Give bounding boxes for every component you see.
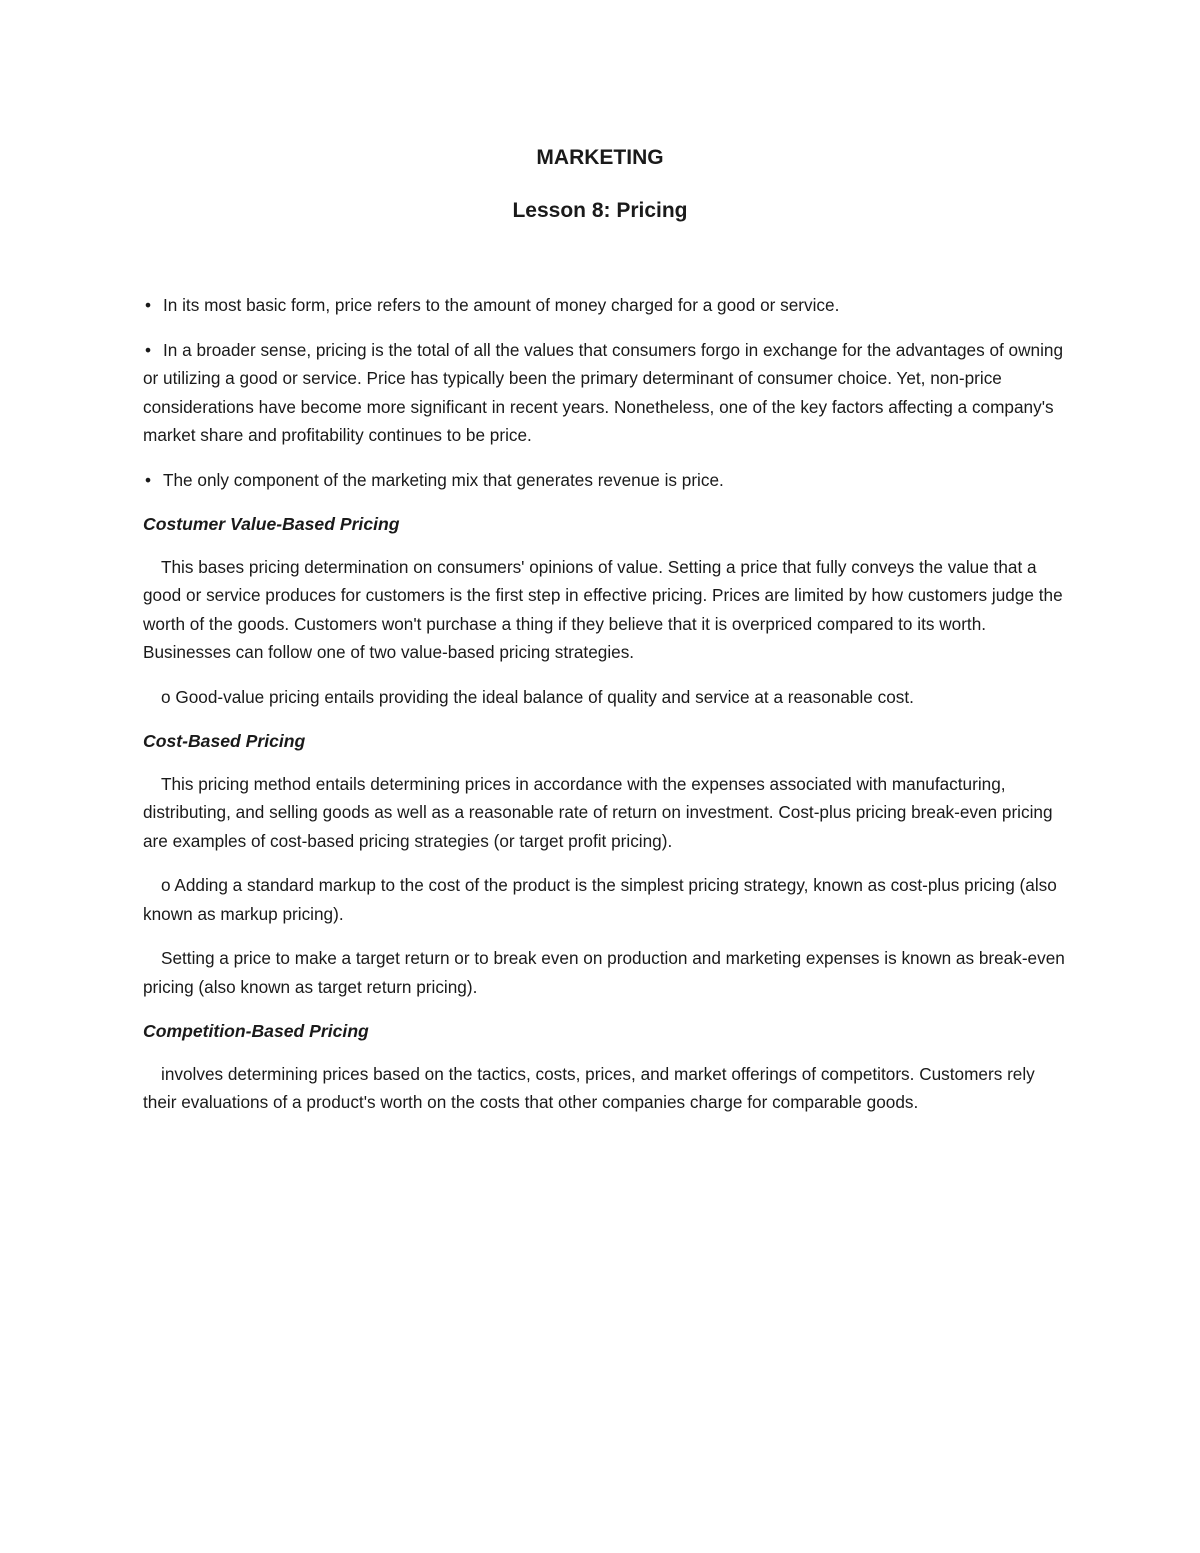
section-paragraph: involves determining prices based on the tactics, costs, prices, and market offerings of competitors. Customers rely their evaluations of a product's worth on the costs that other companies charge for comparable goods. [143,1063,1035,1112]
bullet-paragraph [143,291,1068,320]
bullet-icon: • [145,295,152,315]
document-body [143,291,1068,1133]
bullet-icon: • [145,339,152,360]
bullet-icon: • [145,469,152,490]
bullet-paragraph [143,466,1068,495]
section-heading-value-based: Costumer Value-Based Pricing [143,514,400,534]
section-paragraph: This pricing method entails determining prices in accordance with the expenses associated with manufacturing, distributing, and selling goods as well as a reasonable rate of return on investment. Cost-plus pricing break-even pricing are examples of cost-based pricing strategies (or target profit pricing). [143,773,1053,851]
lesson-title: Lesson 8: Pricing [512,199,688,222]
bullet-text: In a broader sense, pricing is the total of all the values that consumers forgo in exchange for the advantages of owning or utilizing a good or service. Price has typically been the primary determinant of consumer choice. Yet, non-price considerations have become more significant in recent years. Nonetheless, one of the key factors affecting a company's market share and profitability continues to be price. [143,339,1064,445]
section-paragraph: This bases pricing determination on consumers' opinions of value. Setting a price that fully conveys the value that a good or service produces for customers is the first step in effective pricing. Prices are limited by how customers judge the worth of the goods. Customers won't purchase a thing if they believe that it is overpriced compared to its worth. Businesses can follow one of two value-based pricing strategies. [143,556,1063,662]
document-title: MARKETING [536,146,664,169]
section-heading-cost-based: Cost-Based Pricing [143,731,306,751]
bullet-text: The only component of the marketing mix that generates revenue is price. [163,469,724,490]
section-paragraph: Setting a price to make a target return or to break even on production and marketing expenses is known as break-even pricing (also known as target return pricing). [143,948,1065,997]
section-paragraph: o Adding a standard markup to the cost of the product is the simplest pricing strategy, known as cost-plus pricing (also known as markup pricing). [143,875,1057,924]
section-paragraph: o Good-value pricing entails providing the ideal balance of quality and service at a reasonable cost. [161,686,914,707]
bullet-text: In its most basic form, price refers to the amount of money charged for a good or service. [163,295,840,315]
bullet-paragraph [143,336,1068,450]
section-heading-competition-based: Competition-Based Pricing [143,1021,369,1041]
